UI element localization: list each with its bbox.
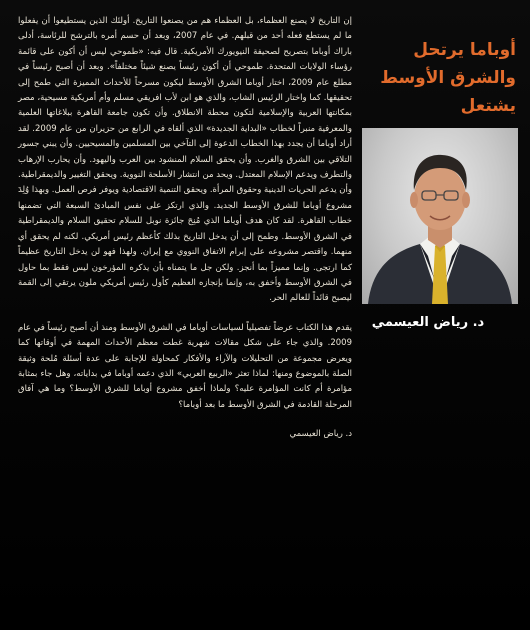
blurb-paragraph-2: يقدم هذا الكتاب عرضاً تفصيلياً لسياسات أوباما في الشرق الأوسط ومنذ أن أصبح رئيساً في عام 2009. والذي جاء على شكل مقالات شهرية غطت معظم الأحداث المهمة في أوقاتها كما ويعرض مجموعة من التحليلات والآراء والأفكار كمحاولة للإجابة على عدة أسئلة مُلحة وثيقة الصلة بالموضوع ومنها: لماذا تعثر «الربيع العربي» الذي دعمه أوباما في بداياته، وهل جاء بمثابة مؤامرة أم كانت المؤامرة عليه؟ ولماذا أخفق مشروع أوباما للشرق الأوسط؟ وما هي آفاق المرحلة القادمة في الشرق الأوسط ما بعد أوباما؟ — [18, 322, 352, 410]
blurb-text — [18, 14, 352, 443]
book-title-line-1: أوباما يرتحل — [413, 40, 516, 60]
author-portrait — [362, 128, 518, 304]
blurb-signature: د. رياض العيسمي — [289, 429, 352, 440]
author-name: د. رياض العيسمي — [371, 315, 485, 330]
book-title-line-2: والشرق الأوسط — [380, 68, 516, 88]
book-title-line-3: يشتعل — [460, 96, 516, 116]
blurb-paragraph-1: إن التاريخ لا يصنع العظماء، بل العظماء هم من يصنعوا التاريخ. أولئك الذين يستطيعوا أن يفعلوا ما لم يستطع فعله أحد من قبلهم. في عام 2007، وبعد أن حسم أمره بالترشح للرئاسة، أدلى باراك أوباما بتصريح لصحيفة النيويورك الأمريكية. قال فيه: «طموحي ليس أن أكون على قائمة رؤساء الولايات المتحدة. طموحي أن أكون رئيساً يصنع شيئاً مختلفاً». وبعد أن أصبح رئيساً في مطلع عام 2009، اختار أوباما الشرق الأوسط ليكون مسرحاً للأحداث المميزة التي طمح إلى تحقيقها. كما واختار الرئيس الشاب، والذي هو ابن لأب افريقي مسلم وأم أمريكية مسيحية، مصر بمكانتها العربية والإسلامية لتكون محطة الانطلاق. وأن تكون جامعة القاهرة ببلاغاتها العلمية والمعرفية منبراً لخطاب «البداية الجديدة» الذي ألقاه في الرابع من حزيران من عام 2009. لقد أراد أوباما أن يجدد بهذا الخطاب الدعوة إلى التآخي بين المسلمين والمسيحيين. وأن يبني جسور التلاقي بين الشرق والغرب. وأن يحقق السلام المنشود بين العرب واليهود. وأن يحارب الإرهاب والتطرف ويدعم الإسلام المعتدل. ويحد من انتشار الأسلحة النووية. ويحقق التغيير والديمقراطية. وأن يدعم الحريات الدينية وحقوق المرأة. ويحقق التنمية الاقتصادية ويوفر فرص العمل. وبهذا وُلِدَ مشروع أوباما للشرق الأوسط الجديد. والذي ارتكز على نفس المبادئ السبعة التي تضمنها خطاب القاهرة. لقد كان هدف أوباما الذي مُنِحَ جائزة نوبل للسلام تحقيق السلام والديمقراطية في الشرق الأوسط. وطمح إلى أن يدخل التاريخ بذلك كأعظم رئيس أمريكي. لكنه لم يحقق أي منهما. واقتصر مشروعه على إبرام الاتفاق النووي مع إيران. ولهذا فهو لن يدخل التاريخ عظيماً كما ارتجى. وإنما مميزاً بما أنجز. ولكن جل ما يتمناه بأن يذكره المؤرخون ليس فقط بما حاول في الشرق الأوسط وأخفق به، وإنما بإنجازه العظيم كأول رئيس أمريكي ملون يرتقي إلى القمة ليصبح قائداً للعالم الحر. — [18, 16, 352, 304]
author-portrait-illustration — [362, 128, 518, 304]
book-title — [346, 36, 516, 120]
